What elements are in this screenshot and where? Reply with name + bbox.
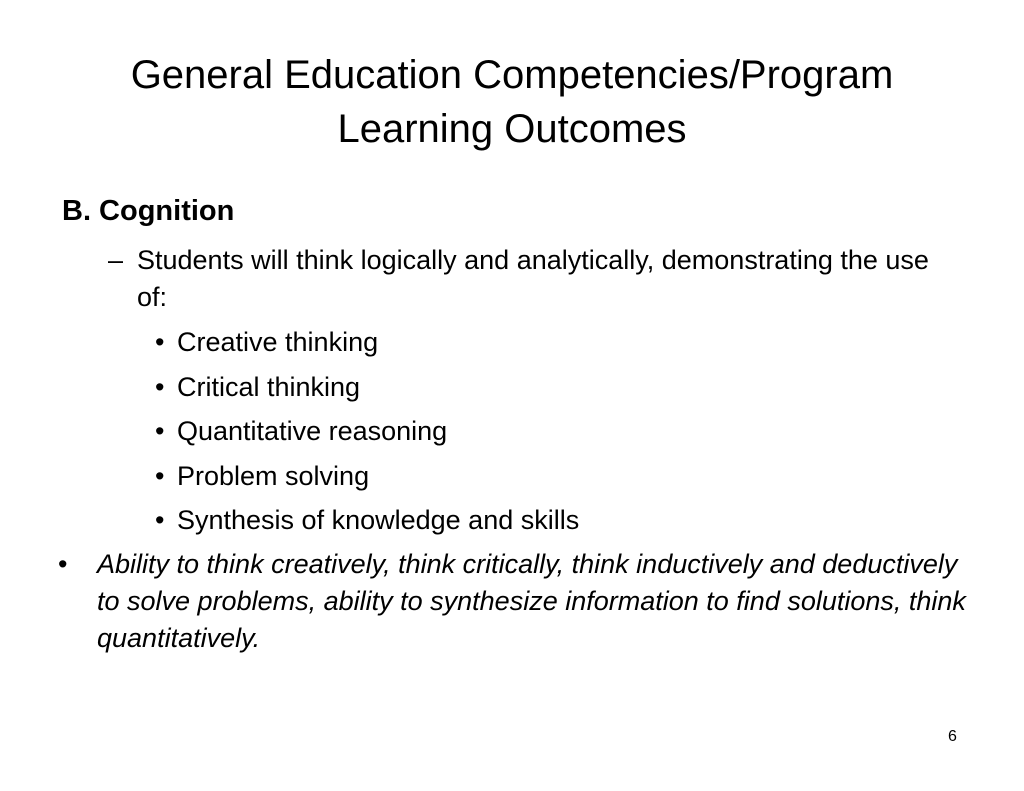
bullet-marker: • (155, 416, 165, 446)
bullet-marker: • (155, 327, 165, 357)
list-item-label: Synthesis of knowledge and skills (177, 505, 580, 535)
list-item-label: Critical thinking (177, 372, 361, 402)
dash-bullet-marker: – (108, 245, 124, 275)
title-line-2: Learning Outcomes (337, 107, 687, 151)
list-item (155, 502, 579, 538)
main-bullet-text: Ability to think creatively, think critically, think inductively and deductively to solve problems, ability to synthesize information to find solutions, think quantitatively. (97, 549, 966, 653)
dash-bullet-text: Students will think logically and analytically, demonstrating the use of: (137, 245, 929, 312)
list-item (155, 369, 360, 405)
list-item-label: Quantitative reasoning (177, 416, 448, 446)
list-item (155, 324, 378, 360)
list-item (155, 458, 369, 494)
list-item-label: Creative thinking (177, 327, 379, 357)
bullet-marker: • (155, 461, 165, 491)
list-item-label: Problem solving (177, 461, 370, 491)
bullet-marker: • (155, 372, 165, 402)
section-heading: B. Cognition (62, 195, 235, 227)
title-line-1: General Education Competencies/Program (130, 53, 894, 97)
slide-title (0, 48, 1024, 156)
bullet-marker: • (155, 505, 165, 535)
list-item (155, 413, 447, 449)
main-bullet-marker: • (58, 549, 68, 579)
page-number: 6 (948, 728, 957, 745)
